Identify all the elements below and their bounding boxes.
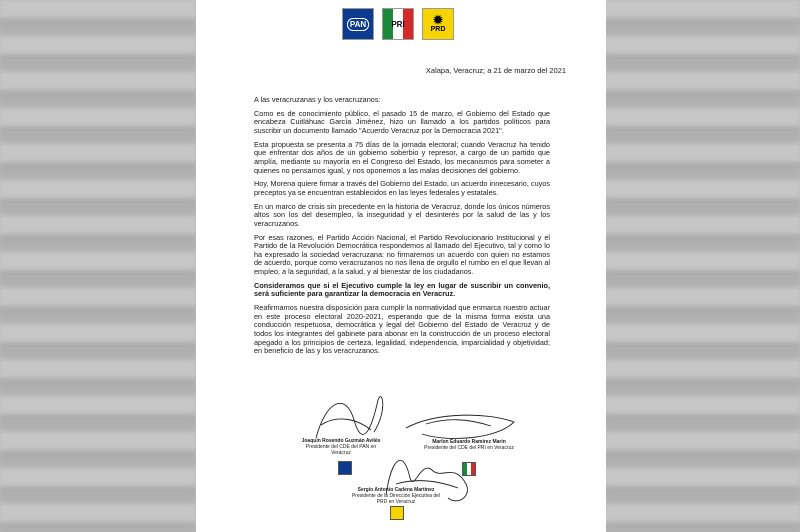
pri-seal-icon <box>462 462 476 476</box>
paragraph-6: Consideramos que si el Ejecutivo cumple la ley en lugar de suscribir un convenio, será suficiente para garantizar la democracia en Veracruz. <box>254 280 551 299</box>
letter-body <box>254 96 550 361</box>
signature-pan: Joaquín Rosendo Guzmán Avilés Presidente del CDE del PAN en Veracruz <box>301 438 381 456</box>
paragraph-7: Reafirmamos nuestra disposición para cumplir la normatividad que enmarca nuestro actuar en este proceso electoral 2020-2021, esperando que de la misma forma exista una conducción respetuosa, democrática y legal del Gobierno del Estado de Veracruz y de todos los integrantes del gabinete para abonar en la construcción de un proceso electoral apegado a los principios de certeza, legalidad, independencia, imparcialidad y objetividad; en beneficio de las y los veracruzanos. <box>254 303 550 356</box>
prd-logo-icon: ✹ PRD <box>422 8 454 40</box>
signature-prd: Sergio Antonio Cadena Martínez Presidente de la Dirección Ejecutiva del PRD en Veracruz <box>351 487 441 505</box>
blurred-background-left <box>0 0 196 532</box>
paragraph-1: Como es de conocimiento público, el pasado 15 de marzo, el Gobierno del Estado que encabeza Cuitláhuac García Jiménez, hizo un llamado a los partidos políticos para suscribir un documento llamado "Acuerdo Veracruz por la Democracia 2021". <box>254 108 550 135</box>
letter-greeting: A las veracruzanas y los veracruzanos: <box>254 95 381 104</box>
paragraph-2: Esta propuesta se presenta a 75 días de la jornada electoral; cuando Veracruz ha tenido que enfrentar dos años de un gobierno soberbio y represor, a cargo de un partido que amplía, mediante su mayoría en el Congreso del Estado, los mecanismos para someter a quienes no pensamos igual, y nos oponemos a las malas decisiones del gobierno. <box>254 139 550 175</box>
party-logos <box>342 8 454 40</box>
sun-icon: ✹ <box>432 13 444 27</box>
pan-logo-icon: PAN <box>342 8 374 40</box>
paragraph-3: Hoy, Morena quiere firmar a través del Gobierno del Estado, un acuerdo innecesario, cuyos preceptos ya se encuentran establecidos en las leyes federales y estatales. <box>254 179 550 197</box>
letter-page <box>196 0 606 532</box>
prd-seal-icon <box>390 506 404 520</box>
letter-date: Xalapa, Veracruz; a 21 de marzo del 2021 <box>425 66 566 75</box>
paragraph-5: Por esas razones, el Partido Acción Nacional, el Partido Revolucionario Institucional y el Partido de la Revolución Democrática respondemos al llamado del Ejecutivo, tal y como lo ha expresado la sociedad veracruzana: no firmaremos un acuerdo con quien no estamos de acuerdo, porque como veracruzanos no nos llena de orgullo el rumbo en el que llevan al empleo, a la seguridad, a la salud, y al bienestar de los ciudadanos. <box>254 232 550 277</box>
signature-pri: Marlon Eduardo Ramírez Marín Presidente del CDE del PRI en Veracruz <box>424 439 514 451</box>
paragraph-4: En un marco de crisis sin precedente en la historia de Veracruz, donde los únicos números altos son los del desempleo, la inseguridad y el desinterés por la salud de las y los veracruzanos. <box>254 201 550 228</box>
pri-logo-icon: PRI <box>382 8 414 40</box>
pan-seal-icon <box>338 461 352 475</box>
blurred-background-right <box>604 0 800 532</box>
